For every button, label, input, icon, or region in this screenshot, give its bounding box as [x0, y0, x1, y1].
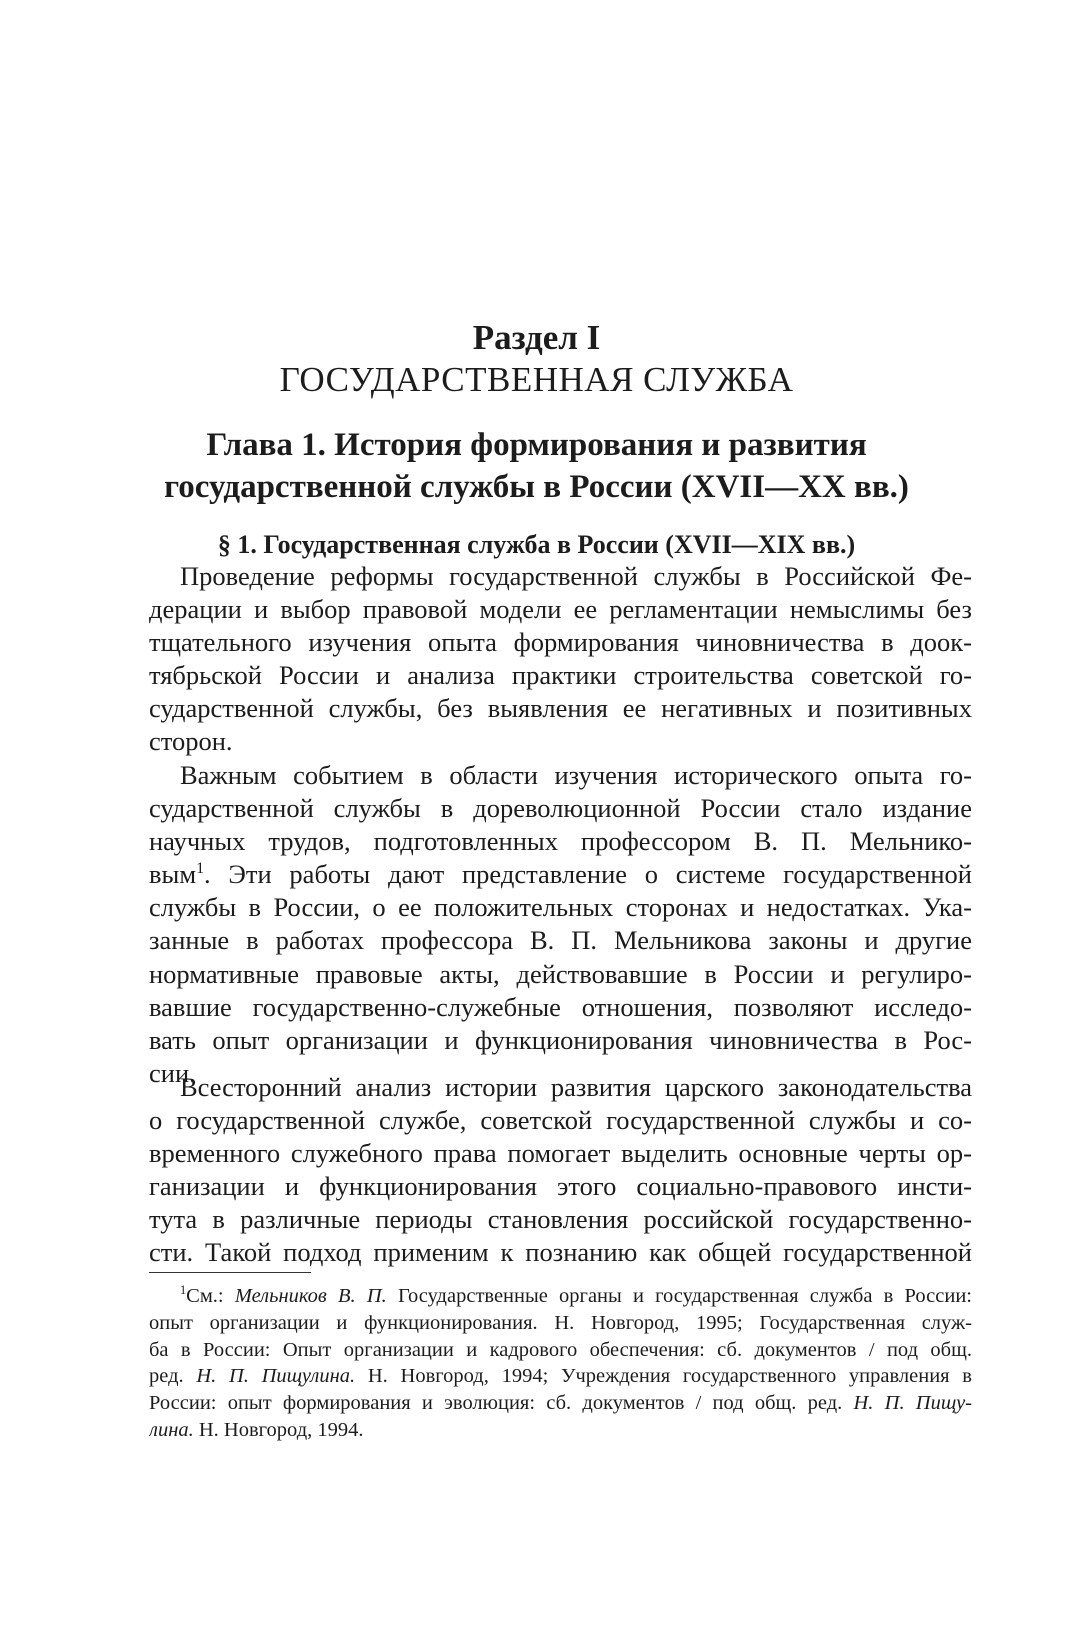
- footnote-line: опыт организации и функционирования. Н. Новгород, 1995; Государственная служ-: [149, 1311, 972, 1334]
- text-line: научных трудов, подготовленных профессором В. П. Мельнико-: [149, 826, 972, 857]
- text-line: временного служебного права помогает выделить основные черты ор-: [149, 1138, 972, 1169]
- text-line: сии.: [149, 1057, 196, 1088]
- footnote-editor: Н. П. Пищулина.: [196, 1365, 356, 1388]
- footnote: [149, 1283, 972, 1444]
- footnote-mark: 1: [180, 1283, 187, 1298]
- text-line: вать опыт организации и функционирования чиновничества в Рос-: [149, 1024, 972, 1055]
- footnote-text: Н. Новгород, 1994.: [193, 1418, 364, 1441]
- text-line: Проведение реформы государственной службы в Российской Фе-: [180, 561, 972, 591]
- text-line: сударственной службы, без выявления ее негативных и позитивных: [149, 693, 972, 724]
- text-line: тута в различные периоды становления российской государственно-: [149, 1204, 972, 1235]
- footnote-see: См.:: [186, 1285, 235, 1307]
- section-subtitle: ГОСУДАРСТВЕННАЯ СЛУЖБА: [279, 360, 794, 399]
- footnote-line: ба в России: Опыт организации и кадрового обеспечения: сб. документов / под общ.: [149, 1338, 972, 1361]
- text-line: сударственной службы в дореволюционной России стало издание: [149, 793, 972, 824]
- footnote-editor: лина.: [149, 1418, 194, 1441]
- footnote-divider: [149, 1272, 311, 1273]
- text-line: тябрьской России и анализа практики строительства советской го-: [149, 660, 972, 691]
- footnote-text: ред.: [149, 1365, 197, 1388]
- footnote-line: [149, 1363, 972, 1390]
- text-line-with-footnote: [149, 858, 972, 891]
- text-fragment: . Эти работы дают представление о системе государственной: [204, 859, 972, 890]
- text-line: сти. Такой подход применим к познанию как общей государственной: [149, 1237, 972, 1268]
- footnote-editor: Н. П. Пищу-: [853, 1392, 972, 1415]
- paragraph-heading: § 1. Государственная служба в России (XVII—XIX вв.): [217, 530, 856, 559]
- text-line: ганизации и функционирования этого социально-правового инсти-: [149, 1171, 972, 1202]
- footnote-author: Мельников В. П.: [234, 1285, 387, 1307]
- footnote-line: [149, 1417, 972, 1444]
- text-line: тщательного изучения опыта формирования чиновничества в доок-: [149, 627, 972, 658]
- text-line: нормативные правовые акты, действовавшие в России и регулиро-: [149, 958, 972, 989]
- footnote-reference[interactable]: 1: [196, 860, 205, 878]
- chapter-title-line-1: Глава 1. История формирования и развития: [206, 427, 867, 463]
- footnote-line: [149, 1390, 972, 1417]
- body-paragraph-2: [149, 759, 972, 1090]
- text-line: Важным событием в области изучения исторического опыта го-: [180, 760, 972, 790]
- section-title: Раздел I: [472, 318, 601, 357]
- chapter-title-line-2: государственной службы в России (XVII—XX вв.): [164, 469, 909, 505]
- text-line: вавшие государственно-служебные отношения, позволяют исследо-: [149, 991, 972, 1022]
- footnote-text: России: опыт формирования и эволюция: сб. документов / под общ. ред.: [149, 1392, 854, 1415]
- body-paragraph-3: [149, 1071, 972, 1270]
- body-paragraph-1: [149, 560, 972, 759]
- text-line: сторон.: [149, 726, 233, 757]
- footnote-line: [149, 1283, 972, 1310]
- footnote-text: Н. Новгород, 1994; Учреждения государственного управления в: [355, 1365, 972, 1388]
- text-line: дерации и выбор правовой модели ее регламентации немыслимы без: [149, 594, 972, 625]
- text-line: о государственной службе, советской государственной службы и со-: [149, 1105, 972, 1136]
- text-line: занные в работах профессора В. П. Мельникова законы и другие: [149, 925, 972, 956]
- footnote-text: Государственные органы и государственная служба в России:: [386, 1285, 972, 1307]
- text-fragment: вым: [149, 859, 197, 890]
- text-line: Всесторонний анализ истории развития царского законодательства: [180, 1072, 972, 1102]
- text-line: службы в России, о ее положительных сторонах и недостатках. Ука-: [149, 892, 972, 923]
